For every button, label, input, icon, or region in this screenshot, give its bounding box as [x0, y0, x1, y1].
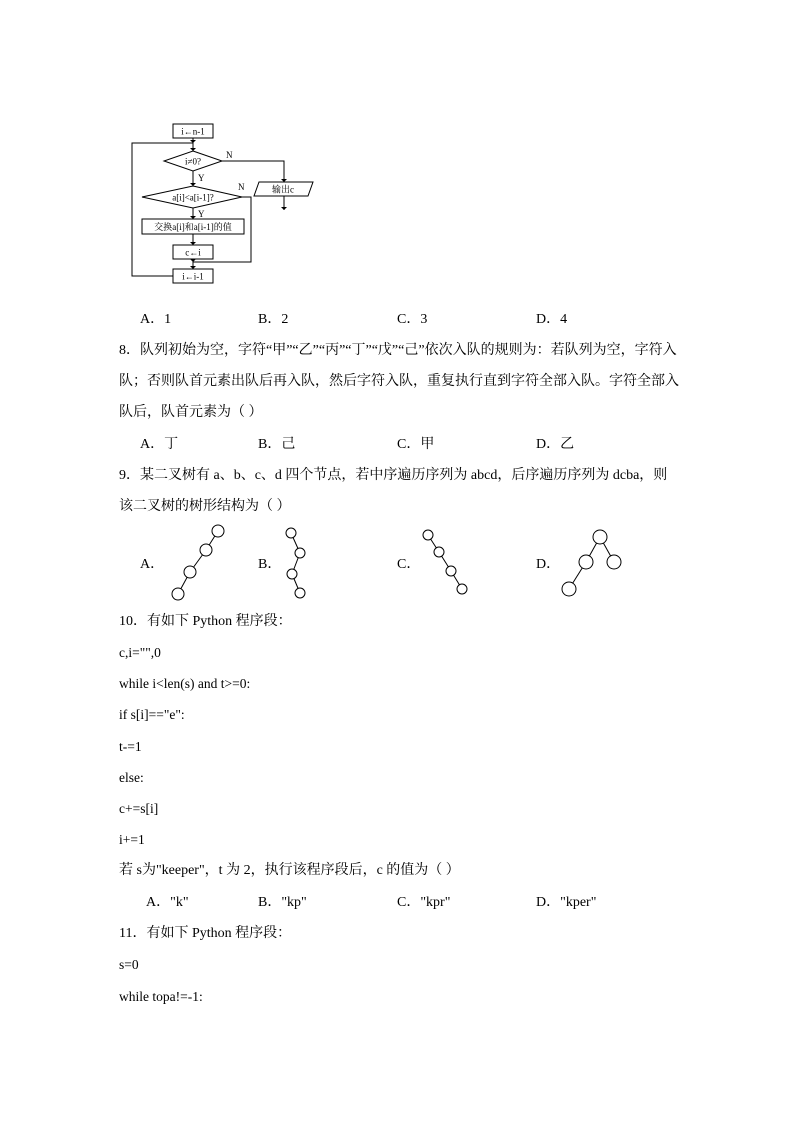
tree-a-node [184, 566, 196, 578]
tree-c-node [434, 547, 444, 557]
tree-b-node [295, 588, 305, 598]
q7-option-a[interactable]: A．1 [140, 312, 172, 327]
tree-b-node [295, 548, 305, 558]
q10-code-line-2: while i<len(s) and t>=0: [119, 676, 251, 691]
q8-option-d[interactable]: D．乙 [536, 437, 575, 452]
tree-d-node [607, 555, 621, 569]
flowchart [120, 118, 330, 293]
q7-option-b[interactable]: B．2 [258, 312, 289, 327]
q9-option-d[interactable]: D． [536, 557, 561, 572]
q10-code-line-4: t-=1 [119, 739, 142, 754]
q10-code-line-6: c+=s[i] [119, 801, 159, 816]
flow-yes-1: Y [198, 173, 205, 183]
q7-option-c[interactable]: C．3 [397, 312, 428, 327]
flow-decrement-text: i←i-1 [182, 271, 204, 282]
tree-a-node [212, 525, 224, 537]
q10-option-b[interactable]: B．"kp" [258, 895, 307, 910]
flow-init-text: i←n-1 [181, 126, 205, 137]
tree-d-node [562, 582, 576, 596]
tree-d-node [579, 555, 593, 569]
q8-text-line-2: 队；否则队首元素出队后再入队，然后字符入队，重复执行直到字符全部入队。字符全部入 [119, 374, 679, 389]
tree-d-node [593, 530, 607, 544]
tree-c-node [423, 530, 433, 540]
q10-option-c[interactable]: C．"kpr" [397, 895, 451, 910]
flow-no-1: N [226, 150, 233, 160]
q10-code-line-1: c,i="",0 [119, 645, 161, 660]
q8-text-line-1: 8．队列初始为空，字符“甲”“乙”“丙”“丁”“戊”“己”依次入队的规则为：若队列为空，字符入 [119, 343, 677, 358]
tree-b-node [286, 528, 296, 538]
flow-cond1-text: i≠0? [185, 156, 201, 167]
flow-assign-text: c←i [185, 247, 201, 258]
flow-swap-text: 交换a[i]和a[i-1]的值 [154, 222, 232, 232]
flow-output-text: 输出c [272, 184, 294, 195]
q7-option-d[interactable]: D．4 [536, 312, 568, 327]
flow-cond2-text: a[i]<a[i-1]? [172, 192, 214, 203]
q10-option-d[interactable]: D．"kper" [536, 895, 597, 910]
q10-code-line-5: else: [119, 770, 144, 785]
flow-no-2: N [238, 182, 245, 192]
q10-question: 若 s为"keeper"，t 为 2，执行该程序段后，c 的值为（ ） [119, 863, 460, 878]
q10-intro: 10．有如下 Python 程序段： [119, 614, 292, 629]
tree-a [165, 518, 245, 608]
q9-text-line-1: 9．某二叉树有 a、b、c、d 四个节点，若中序遍历序列为 abcd，后序遍历序列为 dcba，则 [119, 468, 668, 483]
tree-b [280, 522, 320, 607]
q11-code-line-2: while topa!=-1: [119, 989, 203, 1004]
tree-c [418, 525, 473, 600]
q10-code-line-3: if s[i]=="e": [119, 707, 185, 722]
tree-c-node [446, 566, 456, 576]
tree-a-node [172, 588, 184, 600]
tree-a-node [200, 544, 212, 556]
tree-c-node [457, 584, 467, 594]
q9-option-a[interactable]: A． [140, 557, 165, 572]
q9-text-line-2: 该二叉树的树形结构为（ ） [119, 499, 291, 514]
flow-yes-2: Y [198, 209, 205, 219]
q11-intro: 11．有如下 Python 程序段： [119, 926, 292, 941]
q11-code-line-1: s=0 [119, 957, 139, 972]
q10-option-a[interactable]: A．"k" [146, 895, 189, 910]
q8-option-c[interactable]: C．甲 [397, 437, 435, 452]
q9-option-c[interactable]: C． [397, 557, 421, 572]
q8-option-b[interactable]: B．己 [258, 437, 296, 452]
q8-text-line-3: 队后，队首元素为（ ） [119, 405, 263, 420]
tree-b-node [287, 569, 297, 579]
q8-option-a[interactable]: A．丁 [140, 437, 179, 452]
q9-option-b[interactable]: B． [258, 557, 282, 572]
q10-code-line-7: i+=1 [119, 832, 145, 847]
tree-d [555, 525, 630, 600]
